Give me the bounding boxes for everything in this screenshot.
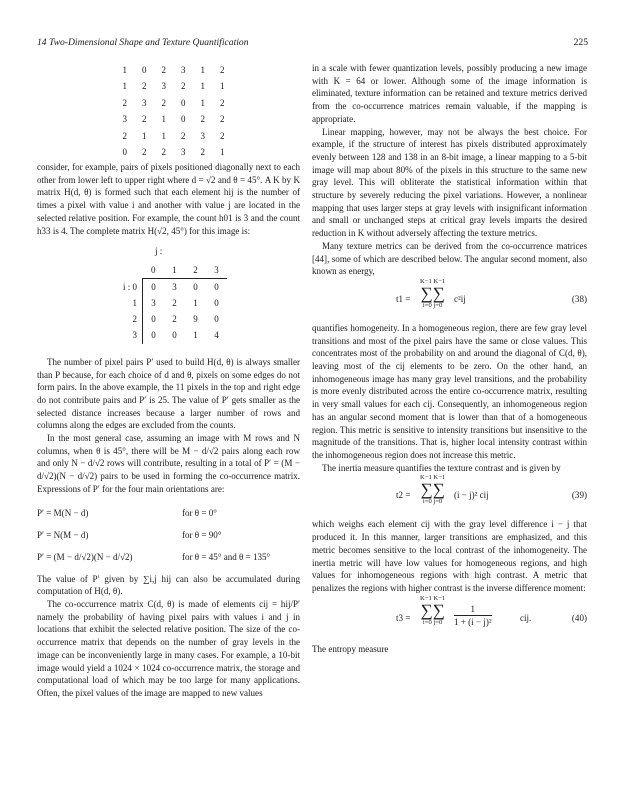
pixel-value: 2 [122,97,127,108]
eq38-sum: K−1 K−1 ∑∑ i=0 j=0 [420,277,446,309]
eq39-term: (i − j)² cij [454,490,489,501]
paragraph-inertia-intro: The inertia measure quantifies the texture contrast and is given by [322,462,561,473]
pixel-value: 2 [142,147,147,158]
pixel-value: 2 [220,114,225,125]
matrix-col-header: 1 [172,264,177,275]
pixel-value: 1 [122,81,127,92]
pixel-value: 2 [161,147,166,158]
orientation-equation [37,525,300,547]
pixel-value: 1 [220,81,225,92]
paragraph-entropy: The entropy measure [312,643,389,654]
matrix-col-header: 3 [214,264,219,275]
matrix-cell: 9 [193,314,198,325]
equation-38 [312,278,587,322]
eq39-sum: K−1 K−1 ∑∑ i=0 j=0 [420,474,446,506]
cooccurrence-count-matrix [107,262,227,344]
matrix-cell: 0 [143,328,165,344]
pixel-value: 3 [181,147,186,158]
matrix-cell: 0 [143,311,165,327]
matrix-cell: 2 [172,298,177,309]
eq40-number: (40) [571,612,587,623]
paragraph-quantization: in a scale with fewer quantization levels, possibly producing a new image with K = 64 or lower. Although some of the image information is eliminated, texture information can be retained and texture metrics derived from the co-occurrence matrices remain valuable, if the mapping is appropriate. [312,63,587,124]
eq38-term: c²ij [454,293,466,304]
matrix-col-header: 2 [193,264,198,275]
matrix-cell: 3 [143,295,165,311]
equation-lhs: P′ = N(M − d) [37,529,89,540]
running-title: 14 Two-Dimensional Shape and Texture Quantification [37,37,249,48]
matrix-cell: 1 [193,330,198,341]
equation-condition: for θ = 90° [182,529,222,540]
equation-condition: for θ = 0° [182,507,217,518]
pixel-row [115,112,232,129]
matrix-cell: 3 [164,279,185,296]
paragraph-p-prime-sum: The value of P′ given by ∑i,j hij can also be accumulated during computation of H(d, θ). [37,573,300,597]
page-number: 225 [573,37,588,48]
eq38-number: (38) [571,293,587,304]
orientation-equations [37,503,300,569]
pixel-value: 2 [142,81,147,92]
matrix-row [107,311,227,327]
pixel-value: 0 [181,97,186,108]
pixel-value: 1 [200,97,205,108]
pixel-value: 1 [161,114,166,125]
matrix-cell: 1 [193,298,198,309]
matrix-cell: 2 [172,314,177,325]
eq40-fraction: $\frac{1}{\text{1 + (i − j)²}}$ [454,603,492,628]
eq40-lhs: t3 = [396,612,411,623]
pixel-value: 2 [161,97,166,108]
pixel-value: 2 [161,64,166,75]
matrix-col-header: 0 [151,264,156,275]
image-pixel-grid [115,62,232,161]
pixel-value: 2 [142,114,147,125]
pixel-value: 2 [122,130,127,141]
matrix-cell: 0 [214,298,219,309]
paragraph-pixel-pairs: The number of pixel pairs P′ used to build H(d, θ) is always smaller than P because, for each choice of d and θ, pixels on some edges do not form pairs. In the above example, the 11 pixels in the top and right edge do not contribute pairs and P′ is 25. The value of P′ gets smaller as the selected distance increases because a larger number of rows and columns along the edges are excluded from the counts. [37,356,300,431]
pixel-value: 0 [181,114,186,125]
equation-40 [312,595,587,643]
pixel-row [115,145,232,162]
matrix-row [107,279,227,296]
pixel-value: 1 [200,64,205,75]
matrix-cell: 0 [185,279,206,296]
pixel-row [115,95,232,112]
right-column [312,62,587,655]
pixel-row [115,79,232,96]
equation-condition: for θ = 45° and θ = 135° [182,551,271,562]
matrix-j-label: j : [155,246,163,257]
matrix-cell: 0 [214,314,219,325]
paragraph-inertia-weights: which weighs each element cij with the gray level difference i − j that produced it. In this manner, larger transitions are emphasized, and this metric becomes sensitive to the local contrast of the inhomogeneity. The inertia metric will have low values for homogeneous regions, and high values for inhomogeneous regions with high contrast. A metric that penalizes the regions with higher contrast is the inverse difference moment: [312,519,587,593]
pixel-value: 2 [200,114,205,125]
eq40-term: cij. [520,612,532,623]
paragraph-homogeneity: quantifies homogeneity. In a homogeneous region, there are few gray level transitions and most of the pixel pairs have the same or close values. This concentrates most of the probability on and around the diagonal of C(d, θ), leaving most of the cij elements to be zero. On the other hand, an inhomogeneous image has many gray level transitions, and the probability is more evenly distributed across the entire co-occurrence matrix, resulting in very small values for each cij. Consequently, an inhomogeneous region has an angular second moment that is lower than that of a homogeneous region. This metric is sensitive to intensity transitions but insensitive to the magnitude of the transitions. That is, higher local intensity contrast within the inhomogeneous region does not increase this metric. [312,322,587,460]
pixel-value: 2 [220,130,225,141]
orientation-equation [37,547,300,569]
equation-lhs: P′ = M(N − d) [37,507,89,518]
eq40-sum: K−1 K−1 ∑∑ i=0 j=0 [420,594,446,626]
pixel-value: 1 [161,130,166,141]
matrix-row-label: 2 [132,314,137,325]
pixel-value: 3 [200,130,205,141]
pixel-value: 2 [220,97,225,108]
paragraph-texture-metrics: Many texture metrics can be derived from the co-occurrence matrices [44], some of which are described below. The angular second moment, also known as energy, [312,240,587,277]
pixel-value: 2 [220,64,225,75]
pixel-value: 0 [142,64,147,75]
pixel-value: 1 [142,130,147,141]
pixel-value: 1 [122,64,127,75]
pixel-row [115,128,232,145]
eq39-lhs: t2 = [396,490,411,501]
left-column [37,62,300,700]
eq38-lhs: t1 = [396,293,411,304]
matrix-row [107,295,227,311]
matrix-cell: 0 [143,279,165,296]
running-header [37,37,588,48]
orientation-equation [37,503,300,525]
pixel-row [115,62,232,79]
pixel-value: 3 [142,97,147,108]
matrix-row-label: 1 [132,298,137,309]
equation-39 [312,474,587,518]
equation-lhs: P′ = (M − d/√2)(N − d/√2) [37,551,133,562]
matrix-row [107,328,227,344]
eq39-number: (39) [571,490,587,501]
pixel-value: 3 [161,81,166,92]
matrix-cell: 0 [172,330,177,341]
pixel-value: 2 [181,130,186,141]
paragraph-general-case: In the most general case, assuming an image with M rows and N columns, when θ is 45°, there will be M − d/√2 pairs along each row and only N − d/√2 rows will contribute, resulting in a total of P′ = (M − d/√2)(N − d/√2) pairs to be used in forming the co-occurrence matrix. Expressions of P′ for the four main orientations are: [37,433,300,494]
pixel-value: 2 [200,147,205,158]
pixel-value: 1 [200,81,205,92]
pixel-value: 2 [181,81,186,92]
matrix-row-label: i : 0 [122,281,137,292]
pixel-value: 3 [181,64,186,75]
matrix-row-label: 3 [132,330,137,341]
pixel-value: 1 [220,147,225,158]
pixel-value: 0 [122,147,127,158]
paragraph-pairs-intro: consider, for example, pairs of pixels positioned diagonally next to each other from lower left to upper right where d = √2 and θ = 45°. A K by K matrix H(d, θ) is formed such that each element hij is the number of times a pixel with value i and another with value j are located in the selected relative position. For example, the count h01 is 3 and the count h33 is 4. The complete matrix H(√2, 45°) for this image is: [37,162,300,236]
matrix-cell: 0 [206,279,227,296]
paragraph-cooccurrence-matrix: The co-occurrence matrix C(d, θ) is made of elements cij = hij/P′ namely the probability of having pixel pairs with values i and j in locations that exhibit the selected relative position. The size of the co-occurrence matrix that depends on the number of gray levels in the image can be inconveniently large in many cases. For example, a 10-bit image would yield a 1024 × 1024 co-occurrence matrix, the storage and computational load of which may be too large for many applications. Often, the pixel values of the image are mapped to new values [37,599,300,698]
pixel-value: 3 [122,114,127,125]
paragraph-linear-mapping: Linear mapping, however, may not be always the best choice. For example, if the structure of interest has pixels distributed approximately evenly between 128 and 138 in an 8-bit image, a linear mapping to a 5-bit image will map about 80% of the pixels in this structure to the same new gray level. This will obliterate the statistical information within that structure by severely reducing the pixel variations. However, a nonlinear mapping that uses larger steps at gray levels with insignificant information and small or unchanged steps at critical gray levels imparts the desired reduction in K without adversely affecting the texture metrics. [312,126,587,239]
matrix-cell: 4 [214,330,219,341]
